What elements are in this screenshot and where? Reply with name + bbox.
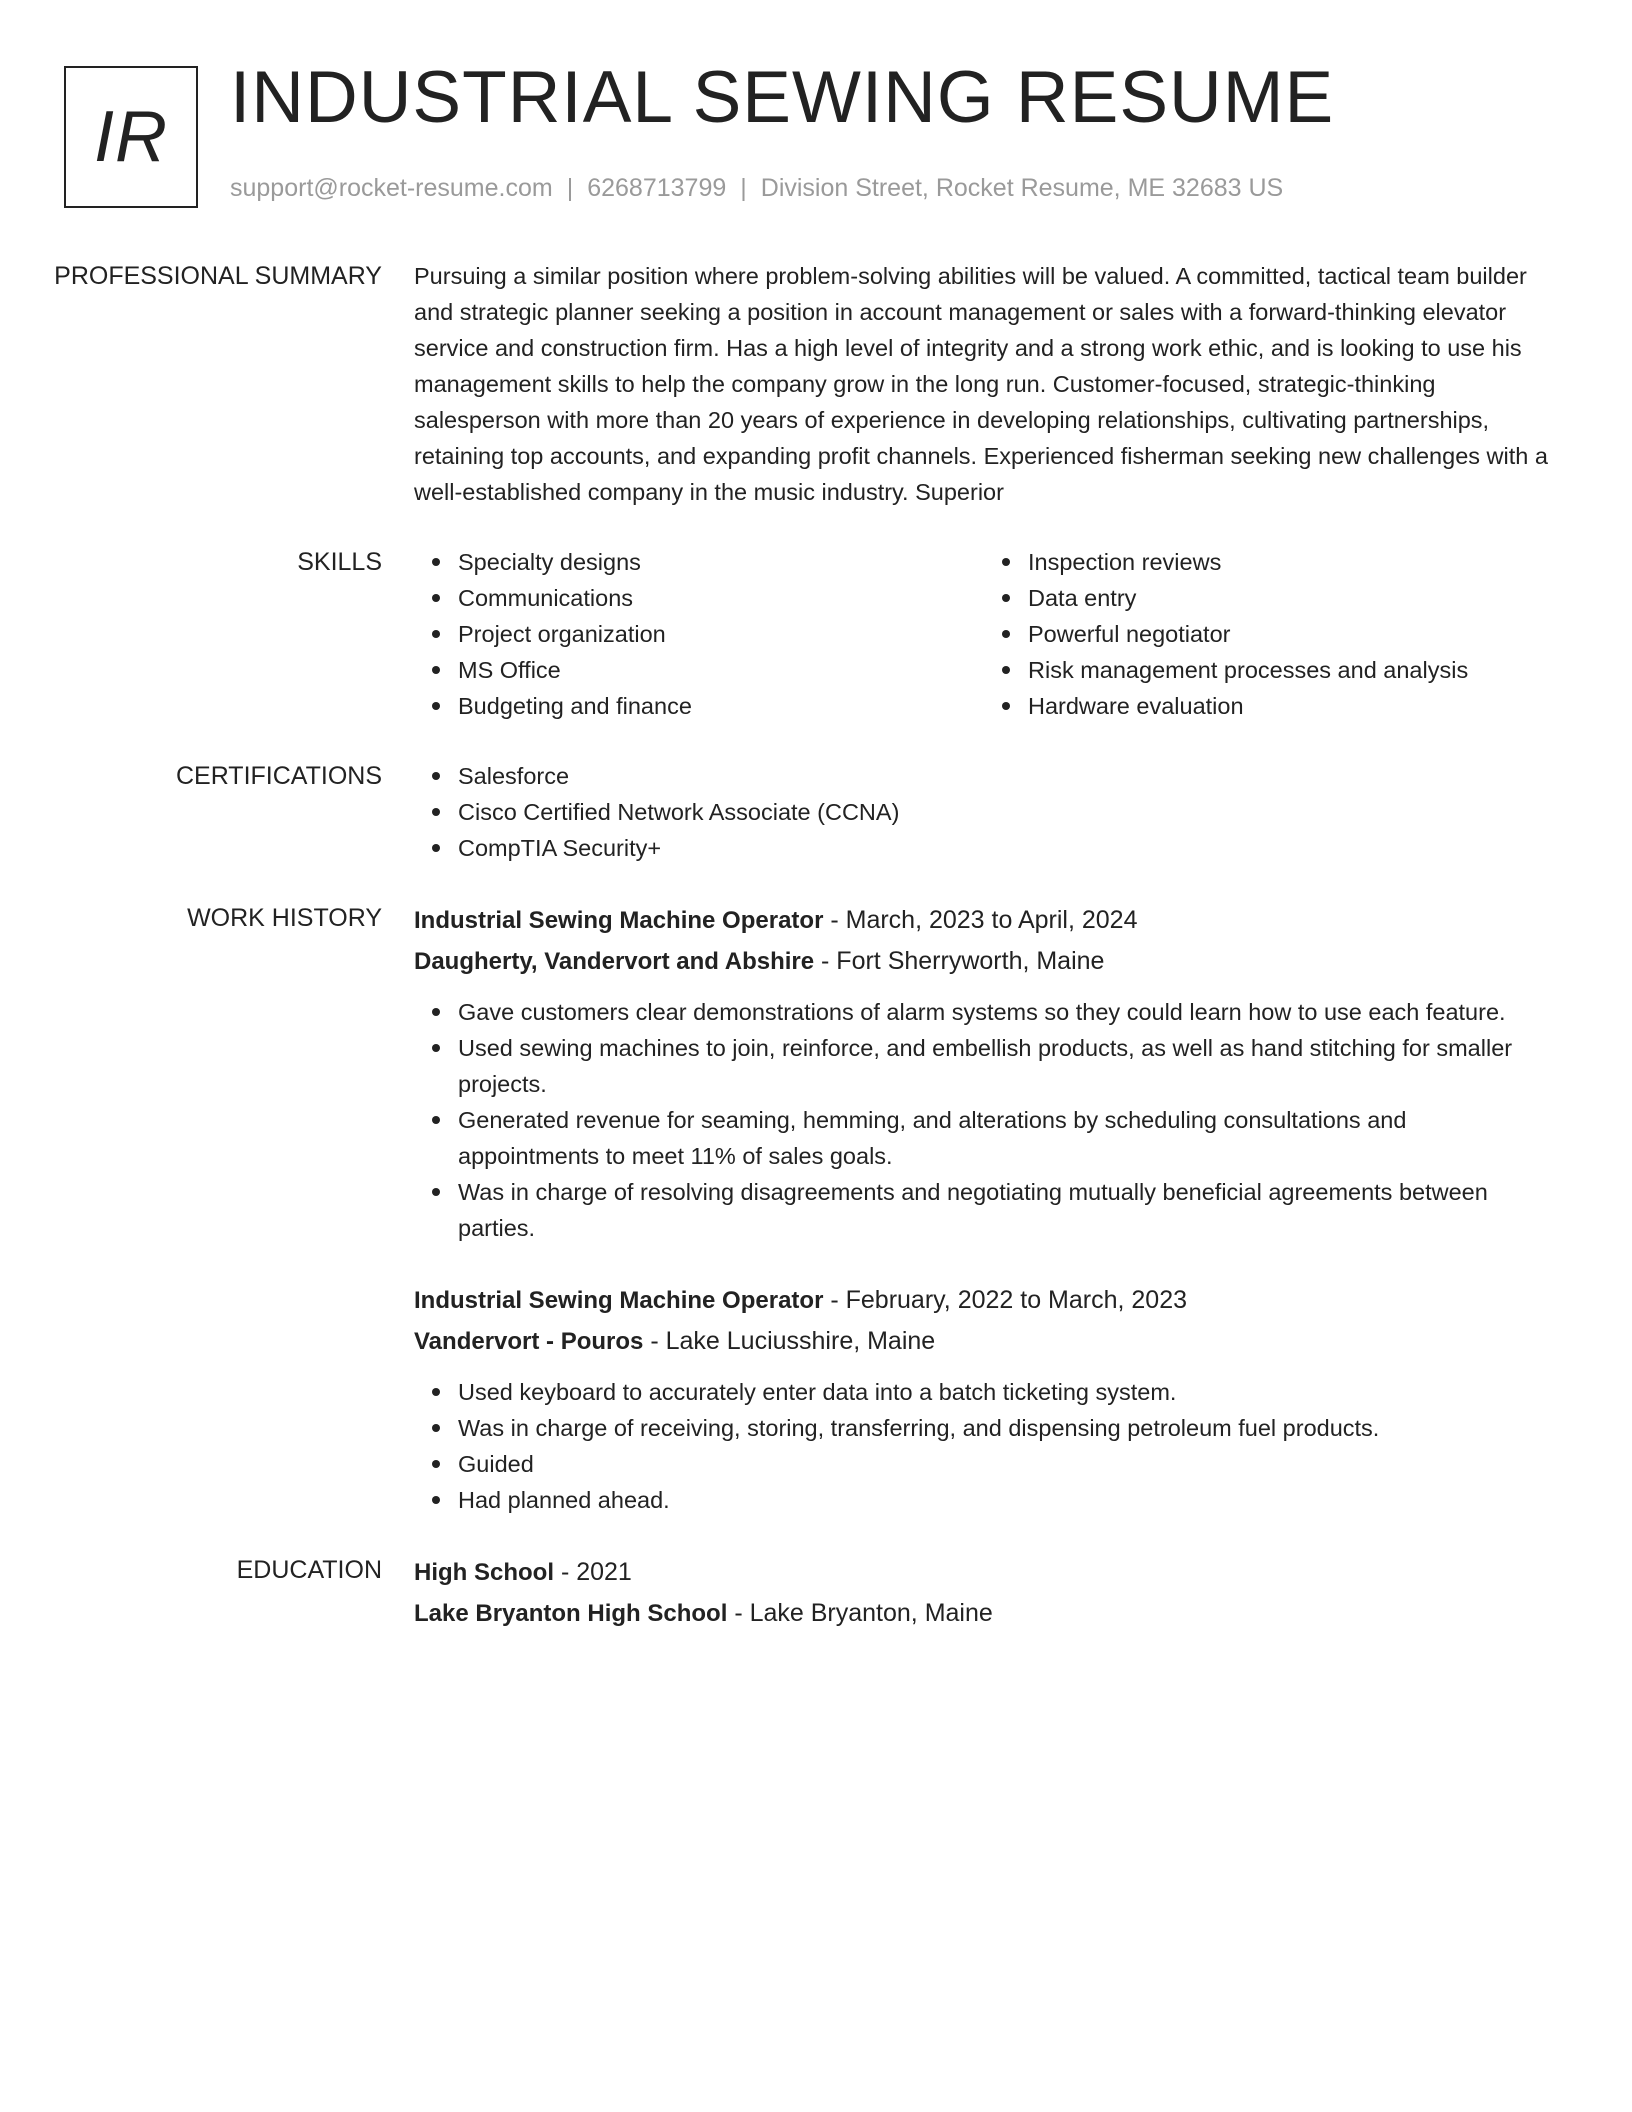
section-label: SKILLS (297, 548, 382, 576)
education-section (0, 1552, 1632, 1634)
certification-item: Cisco Certified Network Associate (CCNA) (458, 794, 1554, 830)
work-history-body (414, 900, 1554, 1518)
job-bullets (414, 1374, 1554, 1518)
skills-grid (414, 544, 1554, 724)
section-label: EDUCATION (236, 1556, 382, 1584)
skill-item: Communications (458, 580, 984, 616)
certifications-section (0, 758, 1632, 866)
job-bullets (414, 994, 1554, 1246)
skill-item: Hardware evaluation (1028, 688, 1554, 724)
skill-item: Specialty designs (458, 544, 984, 580)
job-title-line (414, 1280, 1554, 1321)
skill-item: Risk management processes and analysis (1028, 652, 1554, 688)
skills-section (0, 544, 1632, 724)
contact-separator: | (566, 174, 574, 202)
job-bullet: Used sewing machines to join, reinforce, and embellish products, as well as hand stitching for smaller projects. (458, 1030, 1554, 1102)
skills-list-left (414, 544, 984, 724)
certification-item: CompTIA Security+ (458, 830, 1554, 866)
certifications-list (414, 758, 1554, 866)
education-location: - Lake Bryanton, Maine (727, 1599, 993, 1627)
skill-item: Powerful negotiator (1028, 616, 1554, 652)
education-school: Lake Bryanton High School (414, 1600, 728, 1627)
contact-line (230, 174, 1283, 203)
job-bullet: Had planned ahead. (458, 1482, 1554, 1518)
contact-separator: | (740, 174, 747, 202)
section-label: CERTIFICATIONS (175, 762, 382, 790)
summary-text: Pursuing a similar position where problem-solving abilities will be valued. A committed, tactical team builder and strategic planner seeking a position in account management or sales with a forward-thinking elevator service and construction firm. Has a high level of integrity and a strong work ethic, and is looking to use his management skills to help the company grow in the long run. Customer-focused, strategic-thinking salesperson with more than 20 years of experience in developing relationships, cultivating partnerships, retaining top accounts, and expanding profit channels. Experienced fisherman seeking new challenges with a well-established company in the music industry. Superior (414, 263, 1548, 505)
education-degree: High School (414, 1559, 554, 1586)
resume-sections (0, 258, 1632, 1668)
job-title-line (414, 900, 1554, 941)
education-degree-line (414, 1552, 1554, 1593)
job-location: - Fort Sherryworth, Maine (814, 947, 1105, 975)
monogram-initials: IR (94, 97, 168, 177)
education-body (414, 1552, 1554, 1634)
job-title: Industrial Sewing Machine Operator (414, 1287, 824, 1314)
skills-body (414, 544, 1554, 724)
skills-list-right (984, 544, 1554, 724)
summary-section (0, 258, 1632, 510)
section-label: WORK HISTORY (187, 904, 382, 932)
monogram-box (64, 66, 198, 208)
contact-phone: 6268713799 (587, 174, 727, 202)
job-title: Industrial Sewing Machine Operator (414, 907, 824, 934)
job-entry (414, 900, 1554, 1246)
education-year: - 2021 (554, 1558, 632, 1586)
resume-title: INDUSTRIAL SEWING RESUME (230, 57, 1335, 138)
job-company-line (414, 941, 1554, 982)
summary-body (414, 258, 1554, 510)
education-school-line (414, 1593, 1554, 1634)
job-dates: - March, 2023 to April, 2024 (823, 906, 1138, 934)
skill-item: Budgeting and finance (458, 688, 984, 724)
contact-email: support@rocket-resume.com (230, 174, 553, 202)
work-history-section (0, 900, 1632, 1518)
job-bullet: Guided (458, 1446, 1554, 1482)
job-bullet: Was in charge of resolving disagreements and negotiating mutually beneficial agreements between parties. (458, 1174, 1554, 1246)
job-bullet: Was in charge of receiving, storing, transferring, and dispensing petroleum fuel products. (458, 1410, 1554, 1446)
job-bullet: Generated revenue for seaming, hemming, and alterations by scheduling consultations and appointments to meet 11% of sales goals. (458, 1102, 1554, 1174)
job-bullet: Gave customers clear demonstrations of alarm systems so they could learn how to use each feature. (458, 994, 1554, 1030)
job-company: Daugherty, Vandervort and Abshire (414, 948, 815, 975)
skill-item: Project organization (458, 616, 984, 652)
certifications-body (414, 758, 1554, 866)
job-company: Vandervort - Pouros (414, 1328, 644, 1355)
job-location: - Lake Luciusshire, Maine (643, 1327, 936, 1355)
job-dates: - February, 2022 to March, 2023 (823, 1286, 1188, 1314)
job-bullet: Used keyboard to accurately enter data into a batch ticketing system. (458, 1374, 1554, 1410)
skill-item: Data entry (1028, 580, 1554, 616)
section-label: PROFESSIONAL SUMMARY (54, 262, 382, 290)
certification-item: Salesforce (458, 758, 1554, 794)
job-company-line (414, 1321, 1554, 1362)
skill-item: MS Office (458, 652, 984, 688)
skill-item: Inspection reviews (1028, 544, 1554, 580)
job-entry (414, 1280, 1554, 1518)
contact-address: Division Street, Rocket Resume, ME 32683 US (760, 174, 1284, 202)
